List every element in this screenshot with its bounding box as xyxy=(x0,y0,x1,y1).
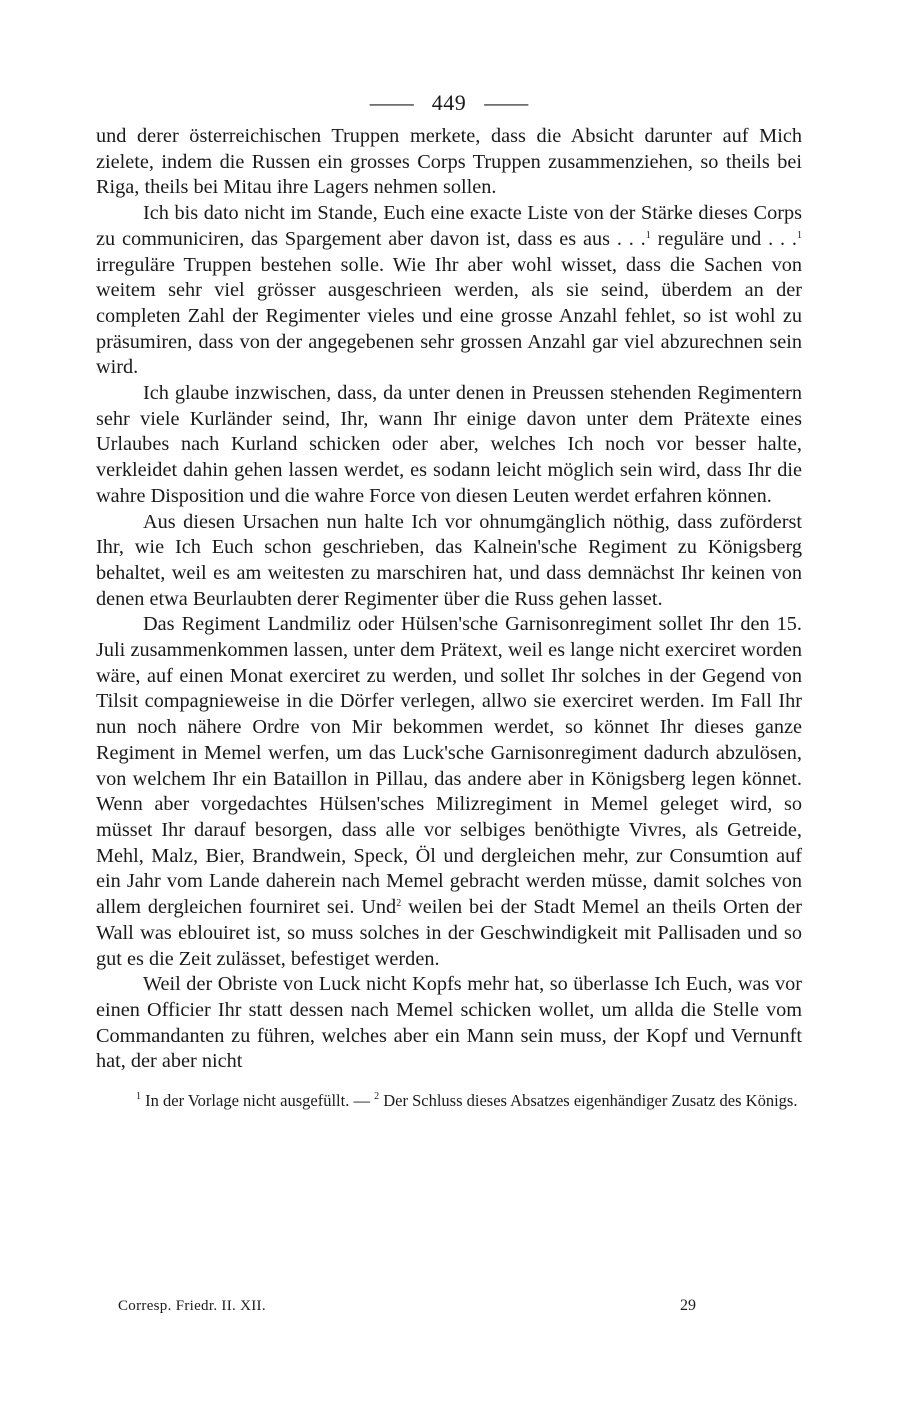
footnote-marker-1: 1 xyxy=(136,1091,141,1103)
page-footer xyxy=(118,1296,718,1316)
paragraph xyxy=(96,510,802,613)
paragraph-text: Weil der Obriste von Luck nicht Kopfs mehr hat, so überlasse Ich Euch, was vor einen Officier Ihr statt dessen nach Memel schicken wollet, um allda die Stelle vom Commandanten zu führen, welches aber ein Mann sein muss, der Kopf und Vernunft hat, der aber nicht xyxy=(96,973,802,1073)
book-page xyxy=(96,86,802,1113)
signature-mark: Corresp. Friedr. II. XII. xyxy=(118,1298,266,1314)
footnote-text xyxy=(96,1089,802,1113)
header-dash-right: —— xyxy=(484,90,529,115)
paragraph-text: Ich glaube inzwischen, dass, da unter denen in Preussen stehenden Regimentern sehr viele Kurländer seind, Ihr, wann Ihr einige davon unter dem Prätexte eines Urlaubes nach Kurland schicken oder aber, welches Ich noch vor besser halte, verkleidet dahin gehen lassen werdet, es sodann leicht möglich sein wird, dass Ihr die wahre Disposition und die wahre Force von diesen Leuten werdet erfahren können. xyxy=(96,382,802,507)
footnote-reference: 2 xyxy=(396,898,402,910)
paragraph-text: Das Regiment Landmiliz oder Hülsen'sche Garnisonregiment sollet Ihr den 15. Juli zusammenkommen lassen, unter dem Prätext, weil es lange nicht exerciret worden wäre, auf einen Monat exerciret zu werden, und sollet Ihr solches in der Gegend von Tilsit compagnieweise in die Dörfer verlegen, allwo sie exerciret werden. Im Fall Ihr nun noch nähere Ordre von Mir bekommen werdet, so könnet Ihr dieses ganze Regiment in Memel werfen, um das Luck'sche Garnisonregiment dadurch abzulösen, von welchem Ihr ein Bataillon in Pillau, das andere aber in Königsberg legen könnet. Wenn aber vorgedachtes Hülsen'sches Milizregiment in Memel geleget wird, so müsset Ihr darauf besorgen, dass alle vor selbiges benöthigte Vivres, als Getreide, Mehl, Malz, Bier, Brandwein, Speck, Öl und dergleichen mehr, zur Consumtion auf ein Jahr vom Lande daherein nach Memel gebracht werden müsse, damit solches von allem dergleichen fourniret sei. Und xyxy=(96,613,802,919)
paragraph xyxy=(96,124,802,201)
paragraph xyxy=(96,612,802,972)
letter-body xyxy=(96,124,802,1075)
paragraph-text: und derer österreichischen Truppen merkete, dass die Absicht darunter auf Mich zielete, indem die Russen ein grosses Corps Truppen zusammenziehen, so theils bei Riga, theils bei Mitau ihre Lagers nehmen sollen. xyxy=(96,125,802,199)
footnote-2: Der Schluss dieses Absatzes eigenhändiger Zusatz des Königs. xyxy=(379,1091,798,1111)
footnote-marker-2: 2 xyxy=(374,1091,380,1103)
paragraph-text: irreguläre Truppen bestehen solle. Wie Ihr aber wohl wisset, dass die Sachen von weitem sehr viel grösser ausgeschrieen werden, als sie seind, überdem an der completen Zahl der Regimenter vieles und eine grosse Anzahl fehlet, so ist wohl zu präsumiren, dass von der angegebenen sehr grossen Anzahl gar viel abzurechnen sein wird. xyxy=(96,253,802,379)
paragraph xyxy=(96,972,802,1075)
footnotes xyxy=(96,1089,802,1113)
footnote-1: In der Vorlage nicht ausgefüllt. — xyxy=(141,1091,375,1111)
footnote-separator xyxy=(96,1075,802,1089)
paragraph-text: reguläre und . . . xyxy=(650,227,797,250)
footnote-reference: 1 xyxy=(645,229,651,241)
paragraph-text: Aus diesen Ursachen nun halte Ich vor ohnumgänglich nöthig, dass zuförderst Ihr, wie Ich Euch schon geschrieben, das Kalnein'sche Regiment zu Königsberg behaltet, weil es am weitesten zu marschiren hat, und dass demnächst Ihr keinen von denen etwa Beurlaubten derer Regimenter über die Russ gehen lasset. xyxy=(96,510,802,610)
running-header xyxy=(96,86,802,120)
page-number: 449 xyxy=(431,90,467,115)
footnote-reference: 1 xyxy=(797,229,802,241)
paragraph-text: Ich bis dato nicht im Stande, Euch eine exacte Liste von der Stärke dieses Corps zu communiciren, das Spargement aber davon ist, dass es aus . . . xyxy=(96,202,802,250)
paragraph-text: weilen bei der Stadt Memel an theils Orten der Wall was eblouiret ist, so muss solches in der Geschwindigkeit mit Pallisaden und so gut es die Zeit zulässet, befestiget werden. xyxy=(96,896,802,970)
paragraph xyxy=(96,381,802,510)
header-dash-left: —— xyxy=(369,90,414,115)
sheet-number: 29 xyxy=(680,1297,696,1314)
paragraph xyxy=(96,201,802,381)
